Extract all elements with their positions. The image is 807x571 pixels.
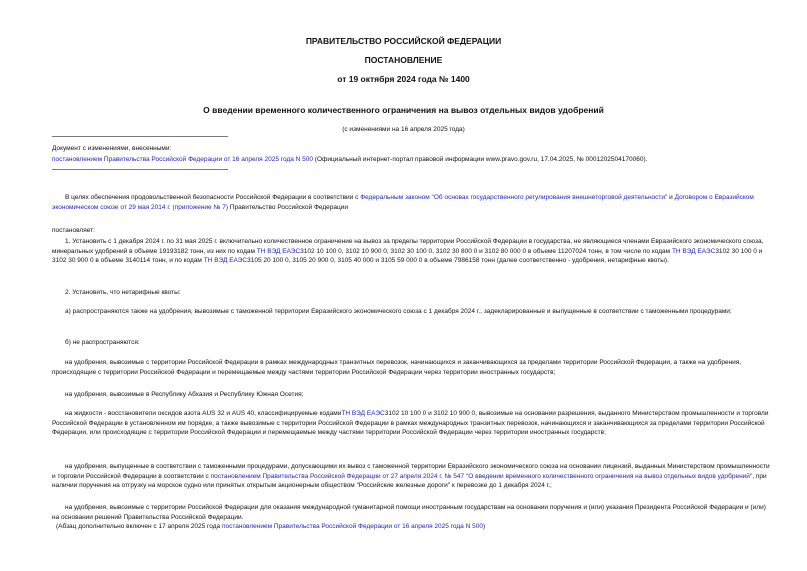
paragraph-a: а) распространяются также на удобрения, вывозимые с таможенной территории Евразийского экономического союза с 1 декабря 2024 г., задекларированные и выпущенные в соответствии с таможенными процедурами; <box>65 308 732 315</box>
changes-source: (Официальный интернет-портал правовой информации www.pravo.gov.ru, 17.04.2025, № 0001202504170060). <box>313 156 648 163</box>
paragraph-text: , при наличии поручения на отгрузку на морское судно или принятых открытым акционерным обществом "Российские железные дороги" к перевозке до 1 декабря 2024 г.; <box>52 472 767 490</box>
decree-547-title-link[interactable]: "О введении временного количественного ограничения на вывоз отдельных видов удобрений" <box>465 472 753 480</box>
paragraph-b-aus <box>52 409 770 438</box>
paragraph-b: б) не распространяются: <box>65 339 140 346</box>
note-text: (Абзац дополнительно включен с 17 апреля 2025 года <box>56 523 222 530</box>
paragraph-text: 3102 30 100 0 и 3102 30 900 0 в объеме 3140114 тонн, и по кодам <box>52 247 763 265</box>
government-heading: ПРАВИТЕЛЬСТВО РОССИЙСКОЙ ФЕДЕРАЦИИ <box>305 36 502 46</box>
paragraph-b-humanitarian: на удобрения, вывозимые с территории Российской Федерации для оказания международной гуманитарной помощи иностранным государствам на основании поручения и (или) указания Президента Российской Федерации и (или) на основании решений Правительства Российской Федерации. <box>52 504 766 521</box>
decree-547-link[interactable]: постановлением Правительства Российской Федерации от 27 апреля 2024 г. № 547 <box>210 472 465 480</box>
paragraph-b-licenses <box>52 462 770 491</box>
divider-bottom <box>52 169 228 170</box>
decree-500-link[interactable]: постановлением Правительства Российской Федерации от 16 апреля 2025 года N 500 <box>221 523 483 530</box>
paragraph-b-transit: на удобрения, вывозимые с территории Российской Федерации в рамках международных транзитных перевозок, начинающихся и заканчивающихся за пределами территории Российской Федерации, а также на удобрения, происходящие с территории Российской Федерации и перемещаемые между частями территории Российской Федерации через территории иностранных государств; <box>52 359 742 376</box>
paragraph-2: 2. Установить, что нетарифные квоты: <box>65 289 181 296</box>
changes-line <box>52 155 647 165</box>
paragraph-text: 3105 20 100 0, 3105 20 900 0, 3105 40 000 и 3105 59 000 0 в объеме 7986158 тонн (далее соответственно - удобрения, нетарифные квоты). <box>247 257 669 265</box>
tn-ved-link[interactable]: ТН ВЭД ЕАЭС <box>341 410 385 417</box>
paragraph-1 <box>52 237 770 266</box>
paragraph-b-abkhazia: на удобрения, вывозимые в Республику Абхазия и Республику Южная Осетия; <box>65 391 304 398</box>
federal-law-link[interactable]: Федеральным законом "Об основах государственного регулирования внешнеторговой деятельности" <box>360 194 668 201</box>
divider-top <box>52 136 228 137</box>
document-type: ПОСТАНОВЛЕНИЕ <box>364 55 443 65</box>
decree-word: постановляет: <box>52 227 95 234</box>
tn-ved-link[interactable]: ТН ВЭД ЕАЭС <box>671 247 716 255</box>
preamble-text: Правительство Российской Федерации <box>228 203 349 211</box>
paragraph-text: на жидкости - восстановители оксидов азота AUS 32 и AUS 40, классифицируемые кодами <box>65 410 342 417</box>
changes-intro: Документ с изменениями, внесенными: <box>52 145 172 152</box>
paragraph-text: 1. Установить с 1 декабря 2024 г. по 31 мая 2025 г. включительно количественное ограничение на вывоз за пределы территории Российской Федерации в государства, не являющиеся членами Евразийского экономического союза, минеральных удобрений в объеме 19193182 тонн, из них по кодам <box>52 238 764 255</box>
eaeu-treaty-link[interactable]: Договором о Евразийском экономическом союзе от 29 мая 2014 г. <box>52 194 754 211</box>
document-subtitle: (с изменениями на 16 апреля 2025 года) <box>342 126 465 133</box>
changes-link[interactable]: постановлением Правительства Российской Федерации от 16 апреля 2025 года N 500 <box>52 156 313 163</box>
amendment-note <box>56 522 485 532</box>
tn-ved-link[interactable]: ТН ВЭД ЕАЭС <box>256 247 301 255</box>
annex-7-link[interactable]: (приложение № 7) <box>172 203 229 211</box>
preamble-text: и <box>667 194 675 201</box>
document-date: от 19 октября 2024 года № 1400 <box>337 74 470 84</box>
paragraph-text: 3102 10 100 0 и 3102 10 900 0, вывозимые на основании разрешения, выданного Министерством промышленности и торговли Российской Федерации в установленном им порядке, а также вывозимые с территории Российской Федерации в рамках международных транзитных перевозок, начинающихся и заканчивающихся за пределами территории Российской Федерации, или происходящие с территории Российской Федерации и перемещаемые между частями территории Российской Федерации через территории иностранных государств; <box>52 410 769 437</box>
note-text: ) <box>482 523 486 530</box>
tn-ved-link[interactable]: ТН ВЭД ЕАЭС <box>203 257 248 265</box>
preamble <box>52 193 770 212</box>
preamble-text: В целях обеспечения продовольственной безопасности Российской Федерации в соответствии с <box>65 194 361 201</box>
paragraph-text: на удобрения, выпущенные в соответствии с таможенными процедурами, допускающими их вывоз с таможенной территории Евразийского экономического союза на основании лицензий, выданных Министерством промышленности и торговли Российской Федерации в соответствии с <box>52 463 770 480</box>
paragraph-text: 3102 10 100 0, 3102 10 900 0, 3102 30 100 0, 3102 30 800 0 и 3102 80 000 0 в объеме 11207024 тонн, в том числе по кодам <box>300 247 672 255</box>
document-title: О введении временного количественного ограничения на вывоз отдельных видов удобрений <box>203 105 604 115</box>
